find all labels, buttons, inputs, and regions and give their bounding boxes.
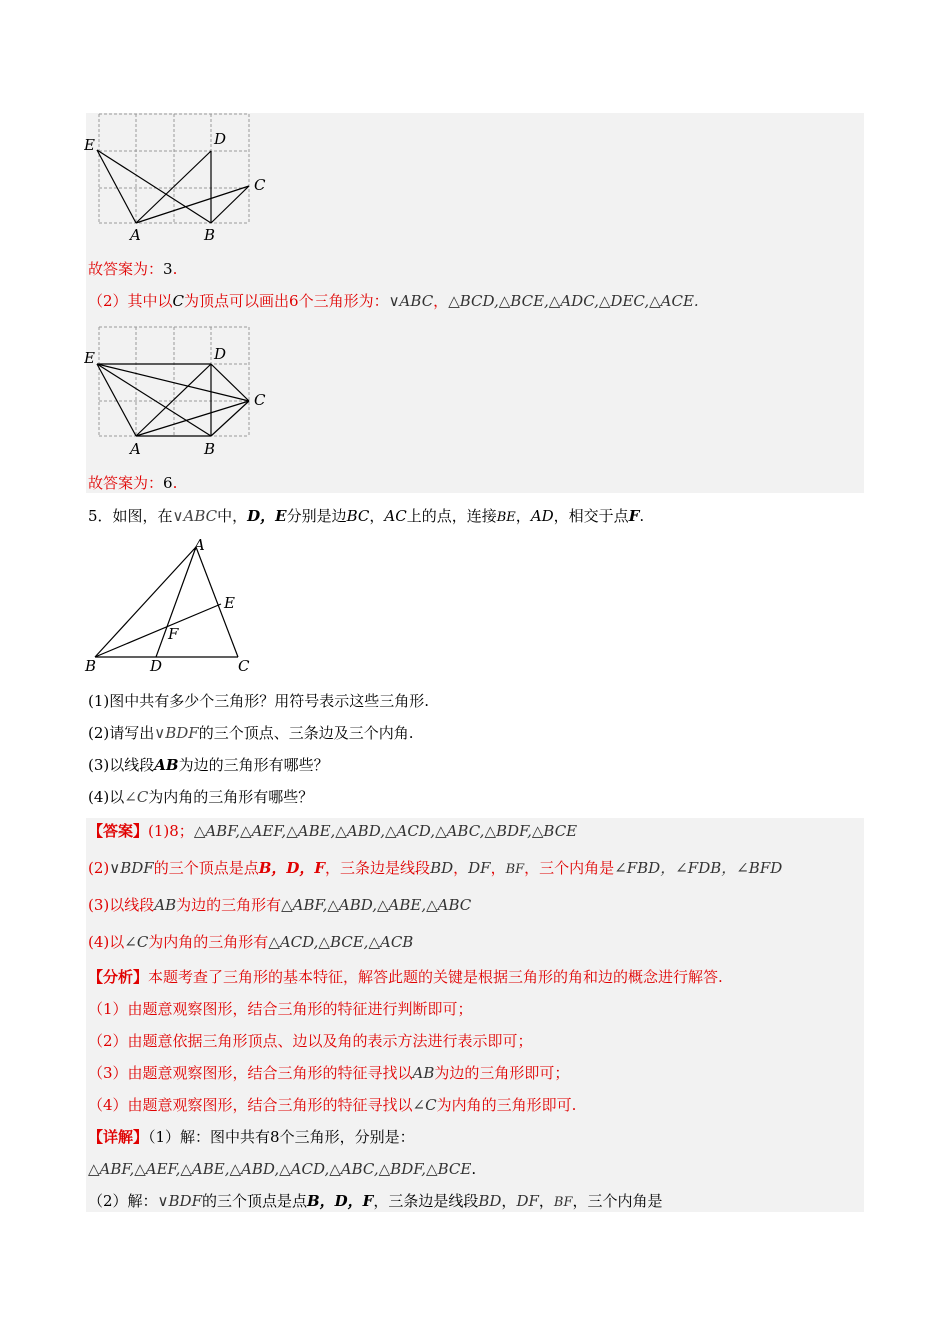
text: (1)8； — [148, 822, 194, 840]
answer-suffix: . — [172, 474, 178, 492]
answer-line-2 — [88, 472, 177, 494]
text: 为顶点可以画出6个三角形为： — [184, 292, 389, 310]
math: ∨BDF — [109, 859, 154, 877]
math: ∨BDF — [154, 724, 199, 742]
math: B，D，F — [258, 859, 326, 877]
sub-question-4 — [88, 786, 313, 808]
text: ， — [453, 859, 469, 877]
math: BC — [346, 507, 370, 525]
fig1-label-b: B — [204, 226, 216, 243]
tri-label-d: D — [150, 657, 163, 675]
fig1-label-e: E — [84, 136, 95, 154]
text: ，三条边是线段 — [373, 1192, 479, 1210]
math: BD — [478, 1192, 502, 1210]
answer-line-1 — [88, 258, 177, 280]
math: BF — [553, 1195, 573, 1210]
figure-1-segments — [97, 150, 249, 223]
text: (4)以 — [88, 933, 125, 951]
text: （4）由题意观察图形，结合三角形的特征寻找以 — [88, 1096, 413, 1114]
text: （2）由题意依据三角形顶点、边以及角的表示方法进行表示即可； — [88, 1032, 533, 1050]
tri-label-b: B — [85, 657, 97, 675]
detail-heading — [88, 1126, 415, 1148]
math: AB — [154, 896, 177, 914]
text: ，相交于点 — [553, 507, 629, 525]
math: C — [172, 292, 185, 310]
detail-tag: 【详解】 — [88, 1128, 149, 1146]
detail-part-2 — [88, 1190, 662, 1214]
math: F — [628, 507, 640, 525]
text: 为内角的三角形有哪些？ — [148, 788, 314, 806]
math: ∠C — [412, 1096, 437, 1114]
sub-question-2 — [88, 722, 413, 744]
math: AB — [154, 756, 179, 774]
text: （2）其中以 — [88, 292, 173, 310]
tri-label-f: F — [168, 625, 179, 643]
math: ∠FBD，∠FDB，∠BFD — [614, 859, 783, 877]
math: ∨ABC — [172, 507, 218, 525]
answer-3 — [88, 894, 471, 916]
answer-value: 6 — [163, 474, 173, 492]
fig1-label-d: D — [214, 130, 227, 148]
text: 为边的三角形有哪些？ — [178, 756, 329, 774]
text: （3）由题意观察图形，结合三角形的特征寻找以 — [88, 1064, 413, 1082]
answer-4 — [88, 931, 413, 953]
text: (1)图中共有多少个三角形？用符号表示这些三角形. — [88, 692, 430, 710]
math: AD — [530, 507, 554, 525]
math: DF — [468, 859, 491, 877]
text: ，三个内角是 — [572, 1192, 663, 1210]
text: 上的点，连接 — [406, 507, 497, 525]
text: （1）解：图中共有8个三角形，分别是： — [148, 1128, 415, 1146]
text: ， — [538, 1192, 554, 1210]
fig1-label-c: C — [254, 176, 266, 194]
text: 的三个顶点是点 — [153, 859, 259, 877]
text: (3)以线段 — [88, 896, 155, 914]
text: 为边的三角形即可； — [434, 1064, 570, 1082]
text: 的三个顶点、三条边及三个内角. — [198, 724, 414, 742]
analysis-point-1 — [88, 998, 473, 1020]
analysis-tag: 【分析】 — [88, 968, 149, 986]
text: ， — [369, 507, 385, 525]
math: B，D，F — [307, 1192, 374, 1210]
text: ， — [501, 1192, 517, 1210]
fig2-label-d: D — [214, 345, 227, 363]
detail-list — [88, 1158, 476, 1180]
text: ，三条边是线段 — [325, 859, 431, 877]
text: . — [471, 1160, 477, 1178]
math: D，E — [247, 507, 287, 525]
text: 中， — [217, 507, 248, 525]
tri-label-c: C — [238, 657, 250, 675]
math: △BCD,△BCE,△ADC,△DEC,△ACE. — [448, 292, 699, 310]
answer-value: 3 — [163, 260, 173, 278]
answer-prefix: 故答案为： — [88, 474, 164, 492]
text: 分别是边 — [286, 507, 347, 525]
tri-label-e: E — [224, 594, 235, 612]
analysis-heading — [88, 966, 723, 988]
text: 本题考查了三角形的基本特征，解答此题的关键是根据三角形的角和边的概念进行解答. — [148, 968, 723, 986]
text: ， — [433, 292, 449, 310]
text: (2) — [88, 859, 110, 877]
analysis-point-2 — [88, 1030, 533, 1052]
text: ，三个内角是 — [524, 859, 615, 877]
answer-1 — [88, 820, 577, 842]
figure-2-segments — [97, 364, 249, 436]
answer-suffix: . — [172, 260, 178, 278]
question-5-stem — [88, 505, 644, 529]
math: △ABF,△AEF,△ABE,△ABD,△ACD,△ABC,△BDF,△BCE — [193, 822, 578, 840]
fig1-label-a: A — [130, 226, 141, 243]
text: (4)以 — [88, 788, 125, 806]
tri-label-a: A — [194, 536, 205, 554]
part-2-statement — [88, 290, 699, 312]
grid-lines — [99, 114, 249, 223]
text: ， — [490, 859, 506, 877]
text: 为内角的三角形有 — [148, 933, 269, 951]
math: ∠C — [124, 933, 149, 951]
text: ， — [515, 507, 531, 525]
text: 5．如图，在 — [88, 507, 173, 525]
text: 为边的三角形有 — [176, 896, 282, 914]
text: 为内角的三角形即可. — [436, 1096, 577, 1114]
analysis-point-3 — [88, 1062, 569, 1084]
math: △ABF,△ABD,△ABE,△ABC — [281, 896, 472, 914]
text: (3)以线段 — [88, 756, 155, 774]
sub-question-1 — [88, 690, 429, 712]
answer-prefix: 故答案为： — [88, 260, 164, 278]
grid-figure-1 — [84, 108, 284, 243]
math: BD — [430, 859, 454, 877]
triangle-figure — [82, 535, 262, 675]
math: △ABF,△AEF,△ABE,△ABD,△ACD,△ABC,△BDF,△BCE — [88, 1160, 472, 1178]
fig2-label-b: B — [204, 440, 216, 456]
text: (2)请写出 — [88, 724, 155, 742]
math: BE — [496, 510, 516, 525]
sub-question-3 — [88, 754, 329, 776]
math: DF — [516, 1192, 539, 1210]
math: AC — [384, 507, 407, 525]
math: ∠C — [124, 788, 149, 806]
text: 的三个顶点是点 — [201, 1192, 307, 1210]
analysis-point-4 — [88, 1094, 576, 1116]
text: . — [639, 507, 645, 525]
fig2-label-a: A — [130, 440, 141, 456]
math: ∨ABC — [388, 292, 434, 310]
math: AB — [412, 1064, 435, 1082]
grid-lines — [99, 327, 249, 436]
math: ∨BDF — [157, 1192, 202, 1210]
grid-figure-2 — [84, 321, 284, 456]
text: （1）由题意观察图形，结合三角形的特征进行判断即可； — [88, 1000, 473, 1018]
math: △ACD,△BCE,△ACB — [268, 933, 414, 951]
text: （2）解： — [88, 1192, 158, 1210]
fig2-label-c: C — [254, 391, 266, 409]
fig2-label-e: E — [84, 349, 95, 367]
answer-tag: 【答案】 — [88, 822, 149, 840]
answer-2 — [88, 857, 782, 881]
triangle-segments — [95, 547, 238, 657]
math: BF — [505, 862, 525, 877]
